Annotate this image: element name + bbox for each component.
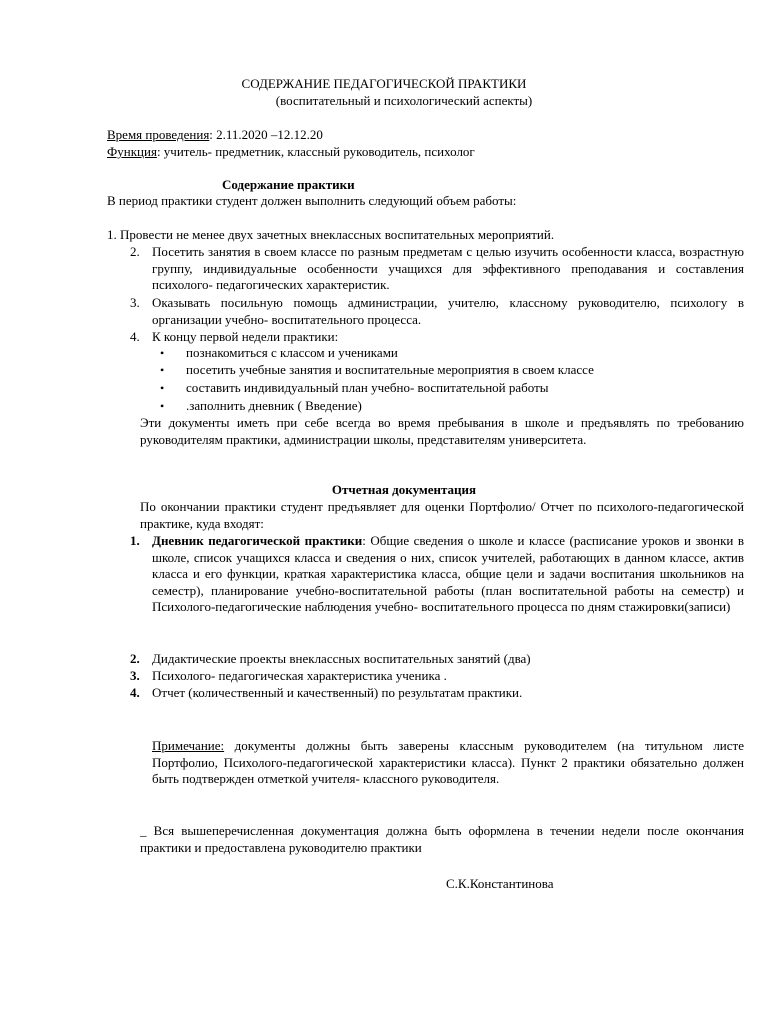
note-label: Примечание: [152, 738, 225, 753]
report-item-1-title: Дневник педагогической практики [152, 533, 363, 548]
report-item-1-text: : Общие сведения о школе и классе (расписание уроков и звонки в школе, список учащихся класса и сведения о них, список учителей, работающих в данном классе, актив класса и его функции, краткая характеристика класса, общие цели и задачи воспитания школьников на семестр), планирование учебно-воспитательной работы (план воспитательной работы на семестр) и Психолого-педагогические наблюдения учебно- воспитательного процесса по дням стажировки(записи) [152, 533, 745, 614]
page-subtitle: (воспитательный и психологический аспекты) [275, 93, 533, 108]
time-value: : 2.11.2020 –12.12.20 [209, 127, 323, 142]
page-title: СОДЕРЖАНИЕ ПЕДАГОГИЧЕСКОЙ ПРАКТИКИ [241, 76, 527, 91]
report-item-3: Психолого- педагогическая характеристика ученика . [152, 668, 447, 683]
intro-text: В период практики студент должен выполнить следующий объем работы: [107, 193, 517, 208]
time-label: Время проведения [107, 127, 210, 142]
list-item-1: 1. Провести не менее двух зачетных внеклассных воспитательных мероприятий. [107, 227, 555, 242]
documents-note: Эти документы иметь при себе всегда во время пребывания в школе и предъявлять по требованию руководителям практики, администрации школы, представителям университета. [140, 415, 744, 447]
function-line [107, 144, 475, 161]
bullet-item-1: познакомиться с классом и учениками [186, 345, 398, 360]
list-item-4-number: 4. [130, 329, 140, 344]
bullet-item-3: составить индивидуальный план учебно- воспитательной работы [186, 380, 549, 395]
list-item-3: Оказывать посильную помощь администрации, учителю, классному руководителю, психологу в организации учебно- воспитательного процесса. [152, 295, 744, 327]
bullet-item-4: .заполнить дневник ( Введение) [186, 398, 362, 413]
report-intro: По окончании практики студент предъявляет для оценки Портфолио/ Отчет по психолого-педагогической практике, куда входят: [140, 499, 744, 531]
list-item-2-number: 2. [130, 244, 140, 259]
bullet-icon: • [160, 346, 165, 360]
function-value: : учитель- предметник, классный руководитель, психолог [156, 144, 475, 159]
function-label: Функция [107, 144, 157, 159]
report-heading: Отчетная документация [331, 482, 477, 497]
report-item-1 [152, 533, 744, 616]
note-paragraph [152, 738, 744, 788]
bullet-item-2: посетить учебные занятия и воспитательные мероприятия в своем классе [186, 362, 594, 377]
note-text: документы должны быть заверены классным руководителем (на титульном листе Портфолио, Психолого-педагогической характеристики класса). Пункт 2 практики обязательно должен быть подтвержден отметкой учителя- классного руководителя. [152, 738, 744, 786]
report-item-4-number: 4. [130, 685, 140, 700]
content-heading: Содержание практики [222, 177, 355, 192]
report-item-2-number: 2. [130, 651, 140, 666]
bullet-icon: • [160, 363, 165, 377]
list-item-3-number: 3. [130, 295, 140, 310]
report-item-1-number: 1. [130, 533, 140, 548]
bullet-icon: • [160, 381, 165, 395]
signature: С.К.Константинова [446, 876, 554, 891]
report-item-4: Отчет (количественный и качественный) по результатам практики. [152, 685, 523, 700]
bullet-icon: • [160, 399, 165, 413]
report-item-2: Дидактические проекты внеклассных воспитательных занятий (два) [152, 651, 531, 666]
list-item-2: Посетить занятия в своем классе по разным предметам с целью изучить особенности класса, возрастную группу, индивидуальные особенности учащихся для эффективного преподавания и составления психолого- педагогических характеристик. [152, 244, 744, 292]
time-line [107, 127, 323, 144]
final-note: _ Вся вышеперечисленная документация должна быть оформлена в течении недели после окончания практики и предоставлена руководителю практики [140, 823, 744, 855]
report-item-3-number: 3. [130, 668, 140, 683]
list-item-4: К концу первой недели практики: [152, 329, 339, 344]
